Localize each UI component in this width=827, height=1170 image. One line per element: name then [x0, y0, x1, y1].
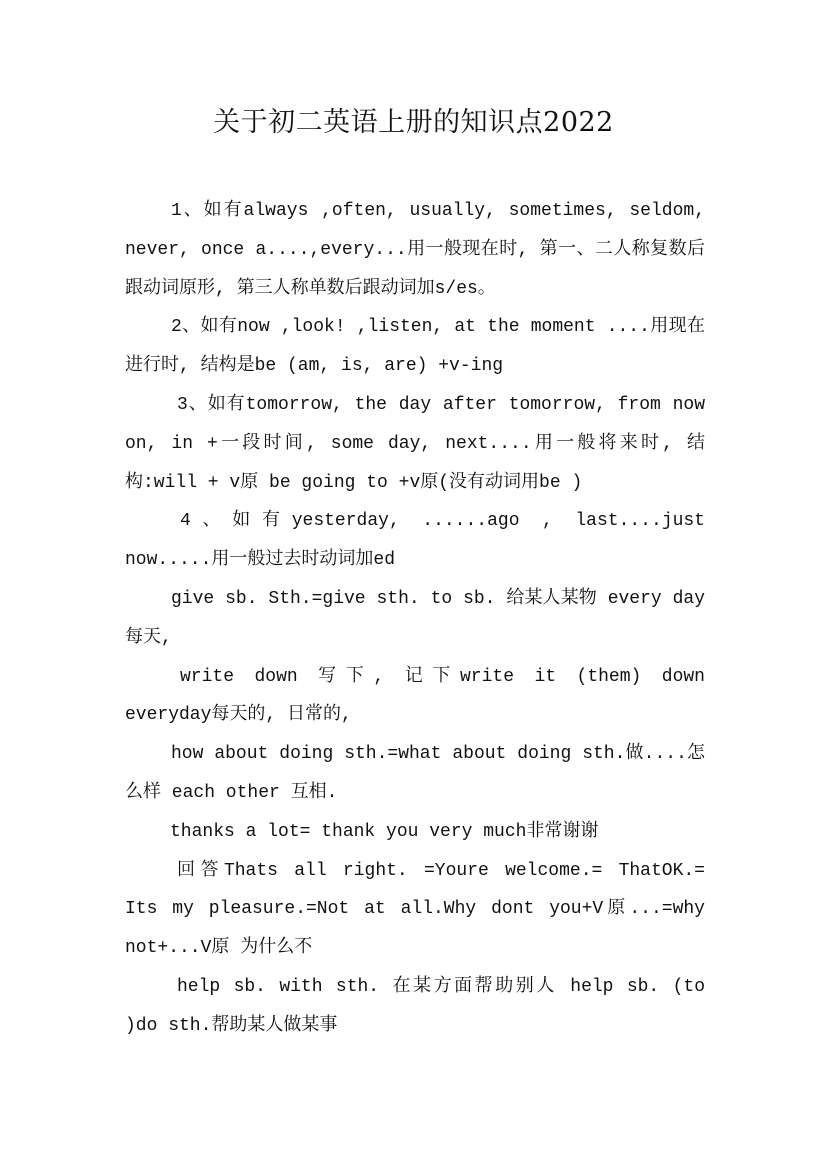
paragraph-5: give sb. Sth.=give sth. to sb. 给某人某物 every day每天, [125, 588, 705, 648]
paragraph-10: help sb. with sth. 在某方面帮助别人 help sb. (to )do sth.帮助某人做某事 [125, 976, 705, 1036]
paragraph-1: 1、如有always ,often, usually, sometimes, seldom, never, once a....,every...用一般现在时, 第一、二人称复数后跟动词原形, 第三人称单数后跟动词加s/es。 [125, 201, 705, 299]
paragraph-9: 回答Thats all right. =Youre welcome.= ThatOK.= Its my pleasure.=Not at all.Why dont you+V原...=why not+...V原 为什么不 [125, 860, 705, 959]
paragraph-3: 3、如有tomorrow, the day after tomorrow, from now on, in +一段时间, some day, next....用一般将来时, 结构:will + v原 be going to +v原(没有动词用be ) [125, 394, 705, 493]
document-body [125, 192, 705, 1046]
document-title: 关于初二英语上册的知识点2022 [213, 107, 614, 138]
paragraph-8: thanks a lot= thank you very much非常谢谢 [170, 821, 599, 842]
paragraph-2: 2、如有now ,look! ,listen, at the moment ....用现在进行时, 结构是be (am, is, are) +v-ing [125, 317, 705, 377]
paragraph-7: how about doing sth.=what about doing sth.做....怎么样 each other 互相. [125, 744, 705, 803]
paragraph-6: write down 写下, 记下write it (them) down everyday每天的, 日常的, [125, 666, 705, 726]
paragraph-4: 4、如有yesterday, ......ago , last....just now.....用一般过去时动词加ed [125, 511, 705, 571]
